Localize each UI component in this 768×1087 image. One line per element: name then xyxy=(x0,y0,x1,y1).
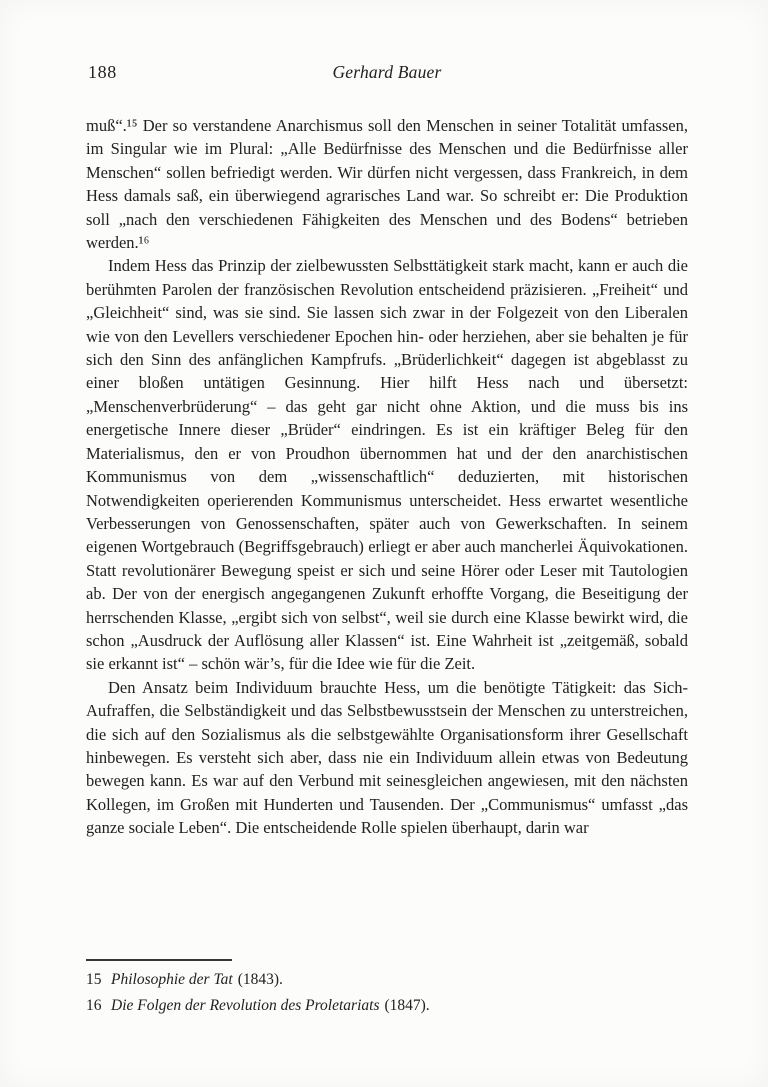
page-header xyxy=(86,62,688,88)
running-head-author: Gerhard Bauer xyxy=(332,62,442,82)
footnote-16-year: (1847). xyxy=(384,997,430,1014)
footnote-15-year: (1843). xyxy=(237,971,283,988)
paragraph-2: Indem Hess das Prinzip der zielbewussten Selbsttätigkeit stark macht, kann er auch die berühmten Parolen der französischen Revolution entscheidend präzisieren. „Freiheit“ und „Gleichheit“ sind, was sie sind. Sie lassen sich zwar in der Folgezeit von den Liberalen wie von den Levellers verschiedener Epochen hin- oder herziehen, aber sie behalten je für sich den Sinn des anfänglichen Kampfrufs. „Brüderlichkeit“ dagegen ist abgeblasst zu einer bloßen untätigen Gesinnung. Hier hilft Hess nach und übersetzt: „Menschenverbrüderung“ – das geht gar nicht ohne Aktion, und die muss bis ins energetische Innere dieser „Brüder“ eindringen. Es ist ein kräftiger Beleg für den Materialismus, den er von Proudhon übernommen hat und der den anarchistischen Kommunismus von dem „wissenschaftlich“ deduzierten, mit historischen Notwendigkeiten operierenden Kommunismus unterscheidet. Hess erwartet wesentliche Verbesserungen von Genossenschaften, später auch von Gewerkschaften. In seinem eigenen Wortgebrauch (Begriffsgebrauch) erliegt er aber auch mancherlei Äquivokationen. Statt revolutionärer Bewegung speist er sich und seine Hörer oder Leser mit Tautologien ab. Der von der energisch angegangenen Zukunft erhoffte Vorgang, die Beseitigung der herrschenden Klasse, „ergibt sich von selbst“, weil sie durch eine Klasse bewirkt wird, die schon „Ausdruck der Auflösung aller Klassen“ ist. Eine Wahrheit ist „zeitgemäß, sobald sie erkannt ist“ – schön wär’s, für die Idee wie für die Zeit. xyxy=(86,256,688,674)
page-number: 188 xyxy=(88,62,117,82)
footnotes-block xyxy=(86,959,688,1019)
footnote-16-number: 16 xyxy=(86,997,102,1014)
body-text xyxy=(86,114,688,960)
footnote-16 xyxy=(86,993,688,1019)
paragraph-continuation: muß“.¹⁵ Der so verstandene Anarchismus soll den Menschen in seiner Totalität umfassen, im Singular wie im Plural: „Alle Bedürfnisse des Menschen und die Bedürfnisse aller Menschen“ sollen befriedigt werden. Wir dürfen nicht vergessen, dass Frankreich, in dem Hess damals saß, ein überwiegend agrarisches Land war. So schreibt er: Die Produktion soll „nach den verschiedenen Fähigkeiten des Menschen und des Bodens“ betrieben werden.¹⁶ xyxy=(86,116,688,253)
footnote-15 xyxy=(86,967,688,993)
footnote-15-number: 15 xyxy=(86,971,102,988)
footnote-16-title: Die Folgen der Revolution des Proletariats xyxy=(111,997,380,1014)
footnote-15-title: Philosophie der Tat xyxy=(111,971,233,988)
paragraph-3: Den Ansatz beim Individuum brauchte Hess, um die benötigte Tätigkeit: das Sich-Aufraffen, die Selbständigkeit und das Selbstbewusstsein der Menschen zu unterstreichen, die sich auf den Sozialismus als die selbstgewählte Organisationsform ihrer Gesellschaft hinbewegen. Es versteht sich aber, dass nie ein Individuum allein etwas von Bedeutung bewegen kann. Es war auf den Verbund mit seinesgleichen angewiesen, mit den nächsten Kollegen, im Großen mit Hunderten und Tausenden. Der „Communismus“ umfasst „das ganze sociale Leben“. Die entscheidende Rolle spielen überhaupt, darin war xyxy=(86,677,688,838)
footnote-separator-rule xyxy=(86,959,232,961)
